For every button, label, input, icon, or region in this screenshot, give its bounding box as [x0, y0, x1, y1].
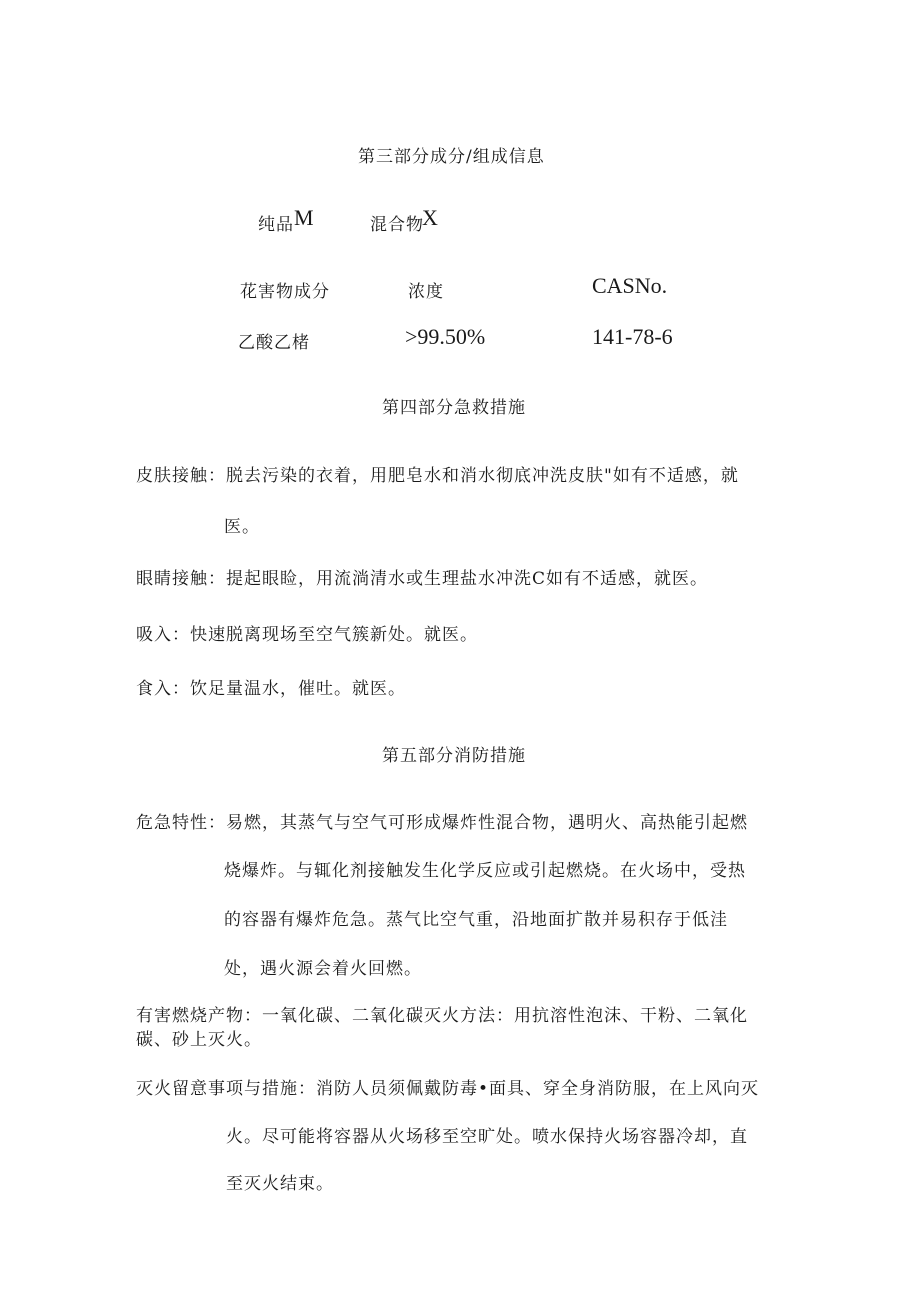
table-cell-component: 乙酸乙楮	[238, 333, 310, 353]
table-cell-cas: 141-78-6	[592, 324, 673, 349]
eye-contact: 眼睛接触：提起眼睑，用流淌清水或生理盐水冲洗C如有不适感，就医。	[136, 569, 709, 589]
combustion-products-line2: 碳、砂上灭火。	[136, 1030, 262, 1050]
skin-contact-line1: 皮肤接触：脱去污染的衣着，用肥皂水和消水彻底冲洗皮肤"如有不适感，就	[136, 466, 739, 486]
section5-title: 第五部分消防措施	[382, 746, 526, 766]
table-header-concentration: 浓度	[408, 282, 444, 302]
ingestion: 食入：饮足量温水，催吐。就医。	[136, 679, 406, 699]
firefighting-notes-line1: 灭火留意事项与措施：消防人员须佩戴防毒•面具、穿全身消防服，在上风向灭	[136, 1079, 760, 1099]
section3-title: 第三部分成分/组成信息	[358, 147, 545, 167]
hazard-line4: 处，遇火源会着火回燃。	[224, 959, 422, 979]
hazard-line1: 危急特性：易燃，其蒸气与空气可形成爆炸性混合物，遇明火、高热能引起燃	[136, 813, 748, 833]
pure-mark: M	[294, 205, 314, 230]
hazard-line3: 的容器有爆炸危急。蒸气比空气重，沿地面扩散并易积存于低洼	[224, 910, 728, 930]
table-header-component: 花害物成分	[240, 282, 330, 302]
hazard-line2: 烧爆炸。与辄化剂接触发生化学反应或引起燃烧。在火场中，受热	[224, 861, 746, 881]
pure-label: 纯品	[258, 215, 294, 235]
inhalation: 吸入：快速脱离现场至空气簇新处。就医。	[136, 625, 478, 645]
combustion-products-line1: 有害燃烧产物：一氧化碳、二氧化碳灭火方法：用抗溶性泡沫、干粉、二氧化	[136, 1006, 748, 1026]
firefighting-notes-line3: 至灭火结束。	[226, 1174, 334, 1194]
table-cell-concentration: >99.50%	[405, 324, 486, 349]
section4-title: 第四部分急救措施	[382, 398, 526, 418]
mixture-label: 混合物	[370, 215, 424, 235]
mixture-mark: X	[422, 205, 438, 230]
table-header-cas: CASNo.	[592, 273, 668, 298]
firefighting-notes-line2: 火。尽可能将容器从火场移至空旷处。喷水保持火场容器冷却，直	[226, 1127, 748, 1147]
skin-contact-line2: 医。	[224, 517, 260, 537]
